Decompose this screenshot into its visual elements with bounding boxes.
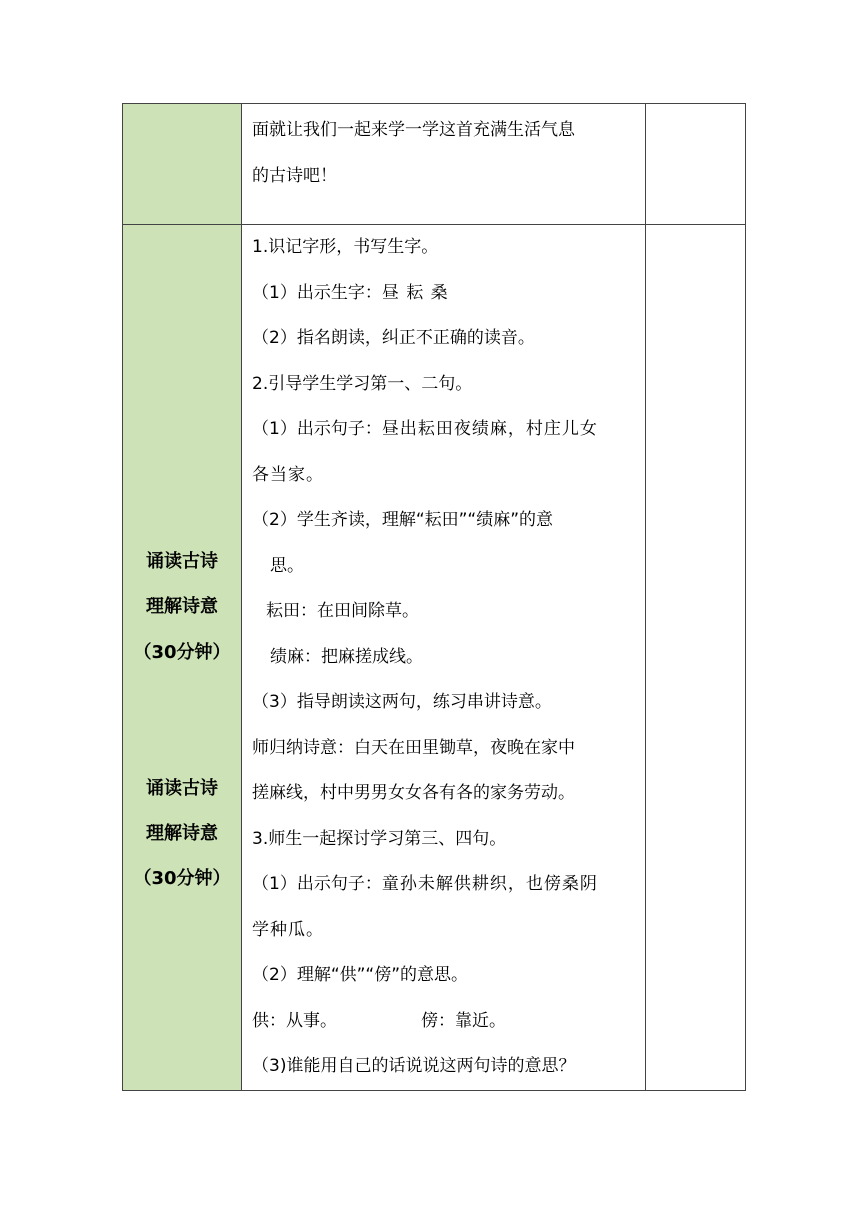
content-cell xyxy=(242,104,646,225)
content-line: 的古诗吧！ xyxy=(252,165,337,186)
content-cell xyxy=(242,225,646,1091)
notes-cell xyxy=(646,104,746,225)
table-row xyxy=(123,225,746,1091)
content-line: （2）学生齐读，理解“耘田”“绩麻”的意 xyxy=(252,510,554,530)
poem-line: 童孙未解供耕织，也傍桑阴 xyxy=(381,874,598,894)
stage-label-line: 理解诗意 xyxy=(146,823,218,844)
definition-line: 绩麻：把麻搓成线。 xyxy=(270,646,423,667)
content-line: （2）指名朗读，纠正不正确的读音。 xyxy=(252,328,535,348)
definition-line: 供：从事。 傍：靠近。 xyxy=(252,1010,506,1031)
content-line: （3）指导朗读这两句，练习串讲诗意。 xyxy=(252,692,552,712)
stage-label-line: （30分钟） xyxy=(133,868,231,889)
step-heading: 3.师生一起探讨学习第三、四句。 xyxy=(252,828,507,849)
lesson-plan-table xyxy=(122,103,746,1091)
notes-cell xyxy=(646,225,746,1091)
step-heading: 1.识记字形，书写生字。 xyxy=(252,237,439,257)
content-line: （2）理解“供”“傍”的意思。 xyxy=(252,965,469,985)
poem-line: 各当家。 xyxy=(252,464,324,485)
content-line: 师归纳诗意：白天在田里锄草，夜晚在家中 xyxy=(252,737,575,758)
stage-label-line: 诵读古诗 xyxy=(146,778,218,799)
definition-line: 耘田：在田间除草。 xyxy=(266,601,419,621)
stage-label-line: （30分钟） xyxy=(133,642,231,663)
content-line: 面就让我们一起来学一学这首充满生活气息 xyxy=(252,120,575,140)
step-heading: 2.引导学生学习第一、二句。 xyxy=(252,373,473,394)
poem-line: 昼出耘田夜绩麻，村庄儿女 xyxy=(381,419,598,439)
content-line: （3)谁能用自己的话说说这两句诗的意思？ xyxy=(252,1056,576,1076)
stage-cell xyxy=(123,104,242,225)
content-line: （1）出示生字：昼 耘 桑 xyxy=(252,282,449,303)
stage-label-line: 理解诗意 xyxy=(146,596,218,617)
new-characters: 昼 耘 桑 xyxy=(381,282,449,303)
stage-label-line: 诵读古诗 xyxy=(146,551,218,572)
content-line: 思。 xyxy=(270,555,304,576)
stage-cell xyxy=(123,225,242,1091)
content-line: （1）出示句子：昼出耘田夜绩麻，村庄儿女 xyxy=(252,419,598,439)
poem-line: 学种瓜。 xyxy=(252,919,324,940)
content-line: 搓麻线，村中男男女女各有各的家务劳动。 xyxy=(252,783,575,803)
table-row xyxy=(123,104,746,225)
content-line: （1）出示句子：童孙未解供耕织，也傍桑阴 xyxy=(252,874,598,894)
